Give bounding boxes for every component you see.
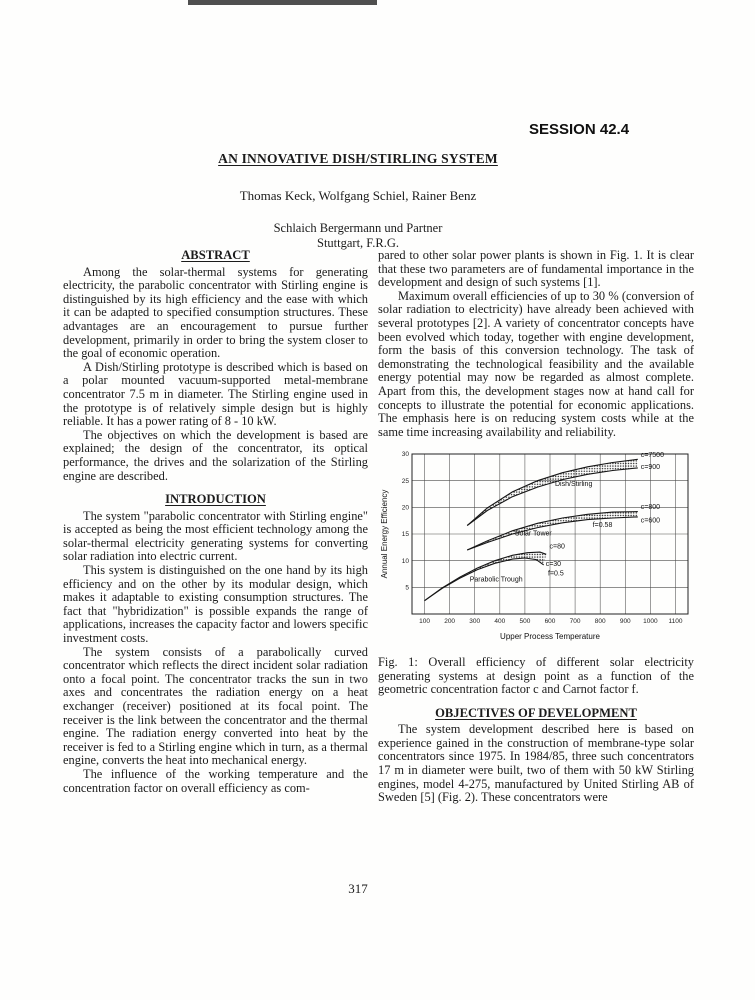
svg-text:c=900: c=900 bbox=[640, 464, 661, 472]
abstract-paragraph: The objectives on which the development is based are explained; the design of the concentrator, its optical performance, the drives and the solarization of the Stirling engine are described. bbox=[63, 427, 368, 483]
svg-text:200: 200 bbox=[444, 618, 456, 626]
objectives-heading: OBJECTIVES OF DEVELOPMENT bbox=[435, 705, 637, 720]
chart-y-axis-label: Annual Energy Efficiency bbox=[380, 489, 389, 579]
authors-line: Thomas Keck, Wolfgang Schiel, Rainer Benz bbox=[239, 188, 477, 203]
introduction-paragraph: The system "parabolic concentrator with Stirling engine" is accepted as being the most efficient technology among the solar-thermal electricity generating systems for converting solar radiation into electric current. bbox=[63, 508, 368, 564]
svg-text:600: 600 bbox=[544, 618, 556, 626]
right-column bbox=[378, 249, 694, 805]
svg-text:900: 900 bbox=[619, 618, 631, 626]
figure-1 bbox=[378, 447, 694, 651]
session-header: SESSION 42.4 bbox=[529, 121, 630, 138]
affiliation-location: Stuttgart, F.R.G. bbox=[317, 235, 399, 250]
svg-text:c=7500: c=7500 bbox=[640, 452, 664, 460]
objectives-paragraph: The system development described here is based on experience gained in the construction of membrane-type solar concentrators since 1975. In 1984/85, three such concentrators 17 m in diameter were built, two of them with 50 kW Stirling engines, model 4-275, manufactured by United Stirling AB of Sweden [5] (Fig. 2). These concentrators were bbox=[378, 722, 694, 805]
fig1-chart bbox=[378, 447, 694, 647]
figure-caption: Fig. 1: Overall efficiency of different solar electricity generating systems at design point as a function of the geometric concentration factor c and Carnot factor f. bbox=[378, 654, 694, 697]
svg-text:c=30: c=30 bbox=[545, 561, 562, 569]
svg-text:500: 500 bbox=[519, 618, 531, 626]
svg-text:100: 100 bbox=[419, 618, 430, 626]
svg-text:Dish/Stirling: Dish/Stirling bbox=[555, 481, 593, 489]
scan-artifact-bar bbox=[188, 0, 377, 5]
introduction-paragraph: This system is distinguished on the one hand by its high efficiency and on the other by its modular design, which makes it adaptable to existing consumption structures. The fact that "hybridization" is possible expands the range of applications, increases the capacity factor and lowers specific investment costs. bbox=[63, 563, 368, 646]
svg-text:10: 10 bbox=[401, 558, 409, 566]
svg-text:1100: 1100 bbox=[668, 618, 683, 626]
svg-text:30: 30 bbox=[401, 451, 409, 459]
introduction-heading: INTRODUCTION bbox=[165, 492, 266, 507]
svg-text:Parabolic Trough: Parabolic Trough bbox=[469, 576, 523, 584]
svg-text:5: 5 bbox=[405, 584, 409, 592]
svg-text:25: 25 bbox=[401, 478, 409, 486]
svg-text:800: 800 bbox=[594, 618, 606, 626]
abstract-paragraph: Among the solar-thermal systems for generating electricity, the parabolic concentrator with Stirling engine is distinguished by its high efficiency and the ease with which it can be adapted to specified consumption structures. These advantages are an encouragement to pursue further development, primarily in order to bring the system closer to the goal of economic operation. bbox=[63, 264, 368, 361]
front-matter bbox=[63, 151, 653, 251]
left-column bbox=[63, 249, 368, 795]
svg-text:Solar Tower: Solar Tower bbox=[514, 530, 552, 538]
introduction-paragraph: The system consists of a parabolically curved concentrator which reflects the direct incident solar radiation onto a focal point. The concentrator tracks the sun in two axes and concentrates the radiation energy on a heat exchanger (receiver) positioned at its focal point. The receiver is the link between the concentrator and the thermal engine. The radiation energy converted into heat by the receiver is fed to a Stirling engine which in turn, as a thermal engine, converts the heat into mechanical energy. bbox=[63, 644, 368, 768]
abstract-paragraph: A Dish/Stirling prototype is described which is based on a polar mounted vacuum-supported metal-membrane concentrator 7.5 m in diameter. The Stirling engine used in the prototype is of relatively simple design but is highly reliable. It has a power rating of 8 - 10 kW. bbox=[63, 359, 368, 429]
svg-text:f=0.58: f=0.58 bbox=[592, 522, 613, 530]
svg-text:c=600: c=600 bbox=[640, 517, 661, 525]
svg-text:f=0.5: f=0.5 bbox=[548, 570, 564, 578]
chart-tick-labels bbox=[402, 452, 683, 626]
abstract-heading: ABSTRACT bbox=[181, 248, 250, 262]
svg-text:300: 300 bbox=[469, 618, 481, 626]
svg-text:1000: 1000 bbox=[643, 618, 658, 626]
page-number: 317 bbox=[348, 881, 368, 896]
body-paragraph: Maximum overall efficiencies of up to 30 % (conversion of solar radiation to electricity) have already been achieved with several prototypes [2]. A variety of concentrator concepts have been evolved which today, together with engine development, form the basis of this conversion technology. The task of demonstrating the technological feasibility and the available energy potential may now be regarded as almost complete. Apart from this, the development stages now at hand call for concepts to illustrate the potential for economic applications. The emphasis here is on reducing system costs while at the same time increasing availability and reliability. bbox=[378, 288, 694, 439]
svg-text:20: 20 bbox=[401, 504, 409, 512]
svg-text:700: 700 bbox=[569, 618, 581, 626]
paper-title: AN INNOVATIVE DISH/STIRLING SYSTEM bbox=[218, 151, 498, 166]
svg-text:c=800: c=800 bbox=[640, 504, 661, 512]
svg-text:c=80: c=80 bbox=[549, 543, 565, 551]
svg-text:15: 15 bbox=[401, 531, 409, 539]
continuation-paragraph: pared to other solar power plants is shown in Fig. 1. It is clear that these two parameters are of fundamental importance in the development and design of such systems [1]. bbox=[378, 248, 694, 290]
svg-text:400: 400 bbox=[494, 618, 506, 626]
introduction-paragraph: The influence of the working temperature and the concentration factor on overall efficiency as com- bbox=[63, 766, 368, 795]
chart-x-axis-label: Upper Process Temperature bbox=[500, 632, 600, 642]
affiliation: Schlaich Bergermann und Partner bbox=[273, 221, 443, 235]
